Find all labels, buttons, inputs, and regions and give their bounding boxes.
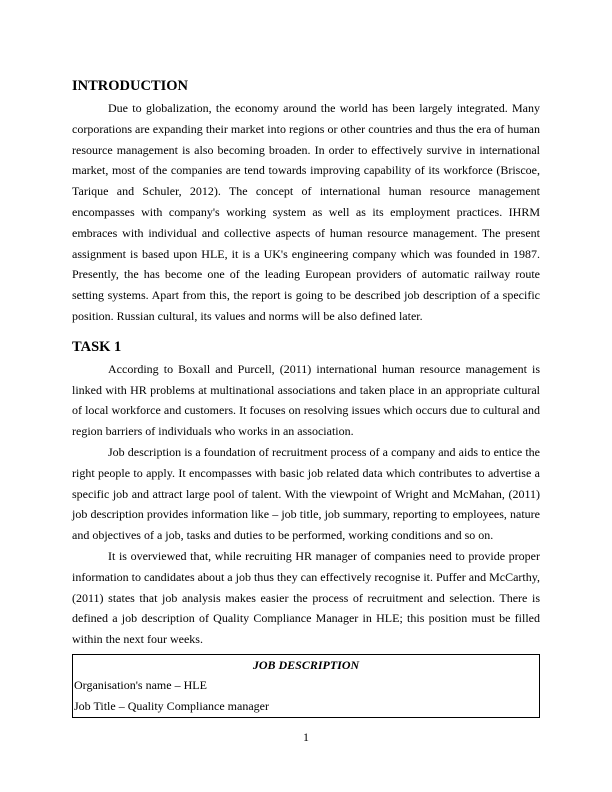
introduction-heading: INTRODUCTION	[72, 78, 189, 94]
job-description-title: JOB DESCRIPTION	[252, 657, 360, 672]
document-page	[72, 74, 540, 718]
job-description-row: Organisation's name – HLE	[74, 677, 207, 692]
introduction-paragraph: Due to globalization, the economy around the world has been largely integrated. Many corporations are expanding their market into regions or other countries and thus the era of human resource management is also becoming broaden. In order to effectively survive in international market, most of the companies are tend towards improving capability of its workforce (Briscoe, Tarique and Schuler, 2012). The concept of international human resource management encompasses with company's working system as well as its employment practices. IHRM embraces with individual and collective aspects of human resource management. The present assignment is based upon HLE, it is a UK's engineering company which was founded in 1987. Presently, the has become one of the leading European providers of automatic railway route setting systems. Apart from this, the report is going to be described job description of a specific position. Russian cultural, its values and norms will be also defined later.	[72, 101, 540, 323]
job-description-table	[72, 654, 540, 718]
task-1-paragraph: Job description is a foundation of recruitment process of a company and aids to entice the right people to apply. It encompasses with basic job related data which contributes to advertise a specific job and attract large pool of talent. With the viewpoint of Wright and McMahan, (2011) job description provides information like – job title, job summary, reporting to employees, nature and objectives of a job, tasks and duties to be performed, working conditions and so on.	[72, 444, 540, 543]
task-1-paragraph: It is overviewed that, while recruiting HR manager of companies need to provide proper information to candidates about a job thus they can effectively recognise it. Puffer and McCarthy, (2011) states that job analysis makes easier the process of recruitment and selection. There is defined a job description of Quality Compliance Manager in HLE; this position must be filled within the next four weeks.	[72, 548, 540, 647]
task-1-heading: TASK 1	[72, 338, 122, 355]
job-description-row: Job Title – Quality Compliance manager	[74, 698, 269, 713]
task-1-paragraph: According to Boxall and Purcell, (2011) international human resource management is linked with HR problems at multinational associations and taken place in an appropriate cultural of local workforce and customers. It focuses on resolving issues which occurs due to cultural and region barriers of individuals who works in an association.	[72, 361, 540, 439]
page-number: 1	[303, 730, 309, 744]
